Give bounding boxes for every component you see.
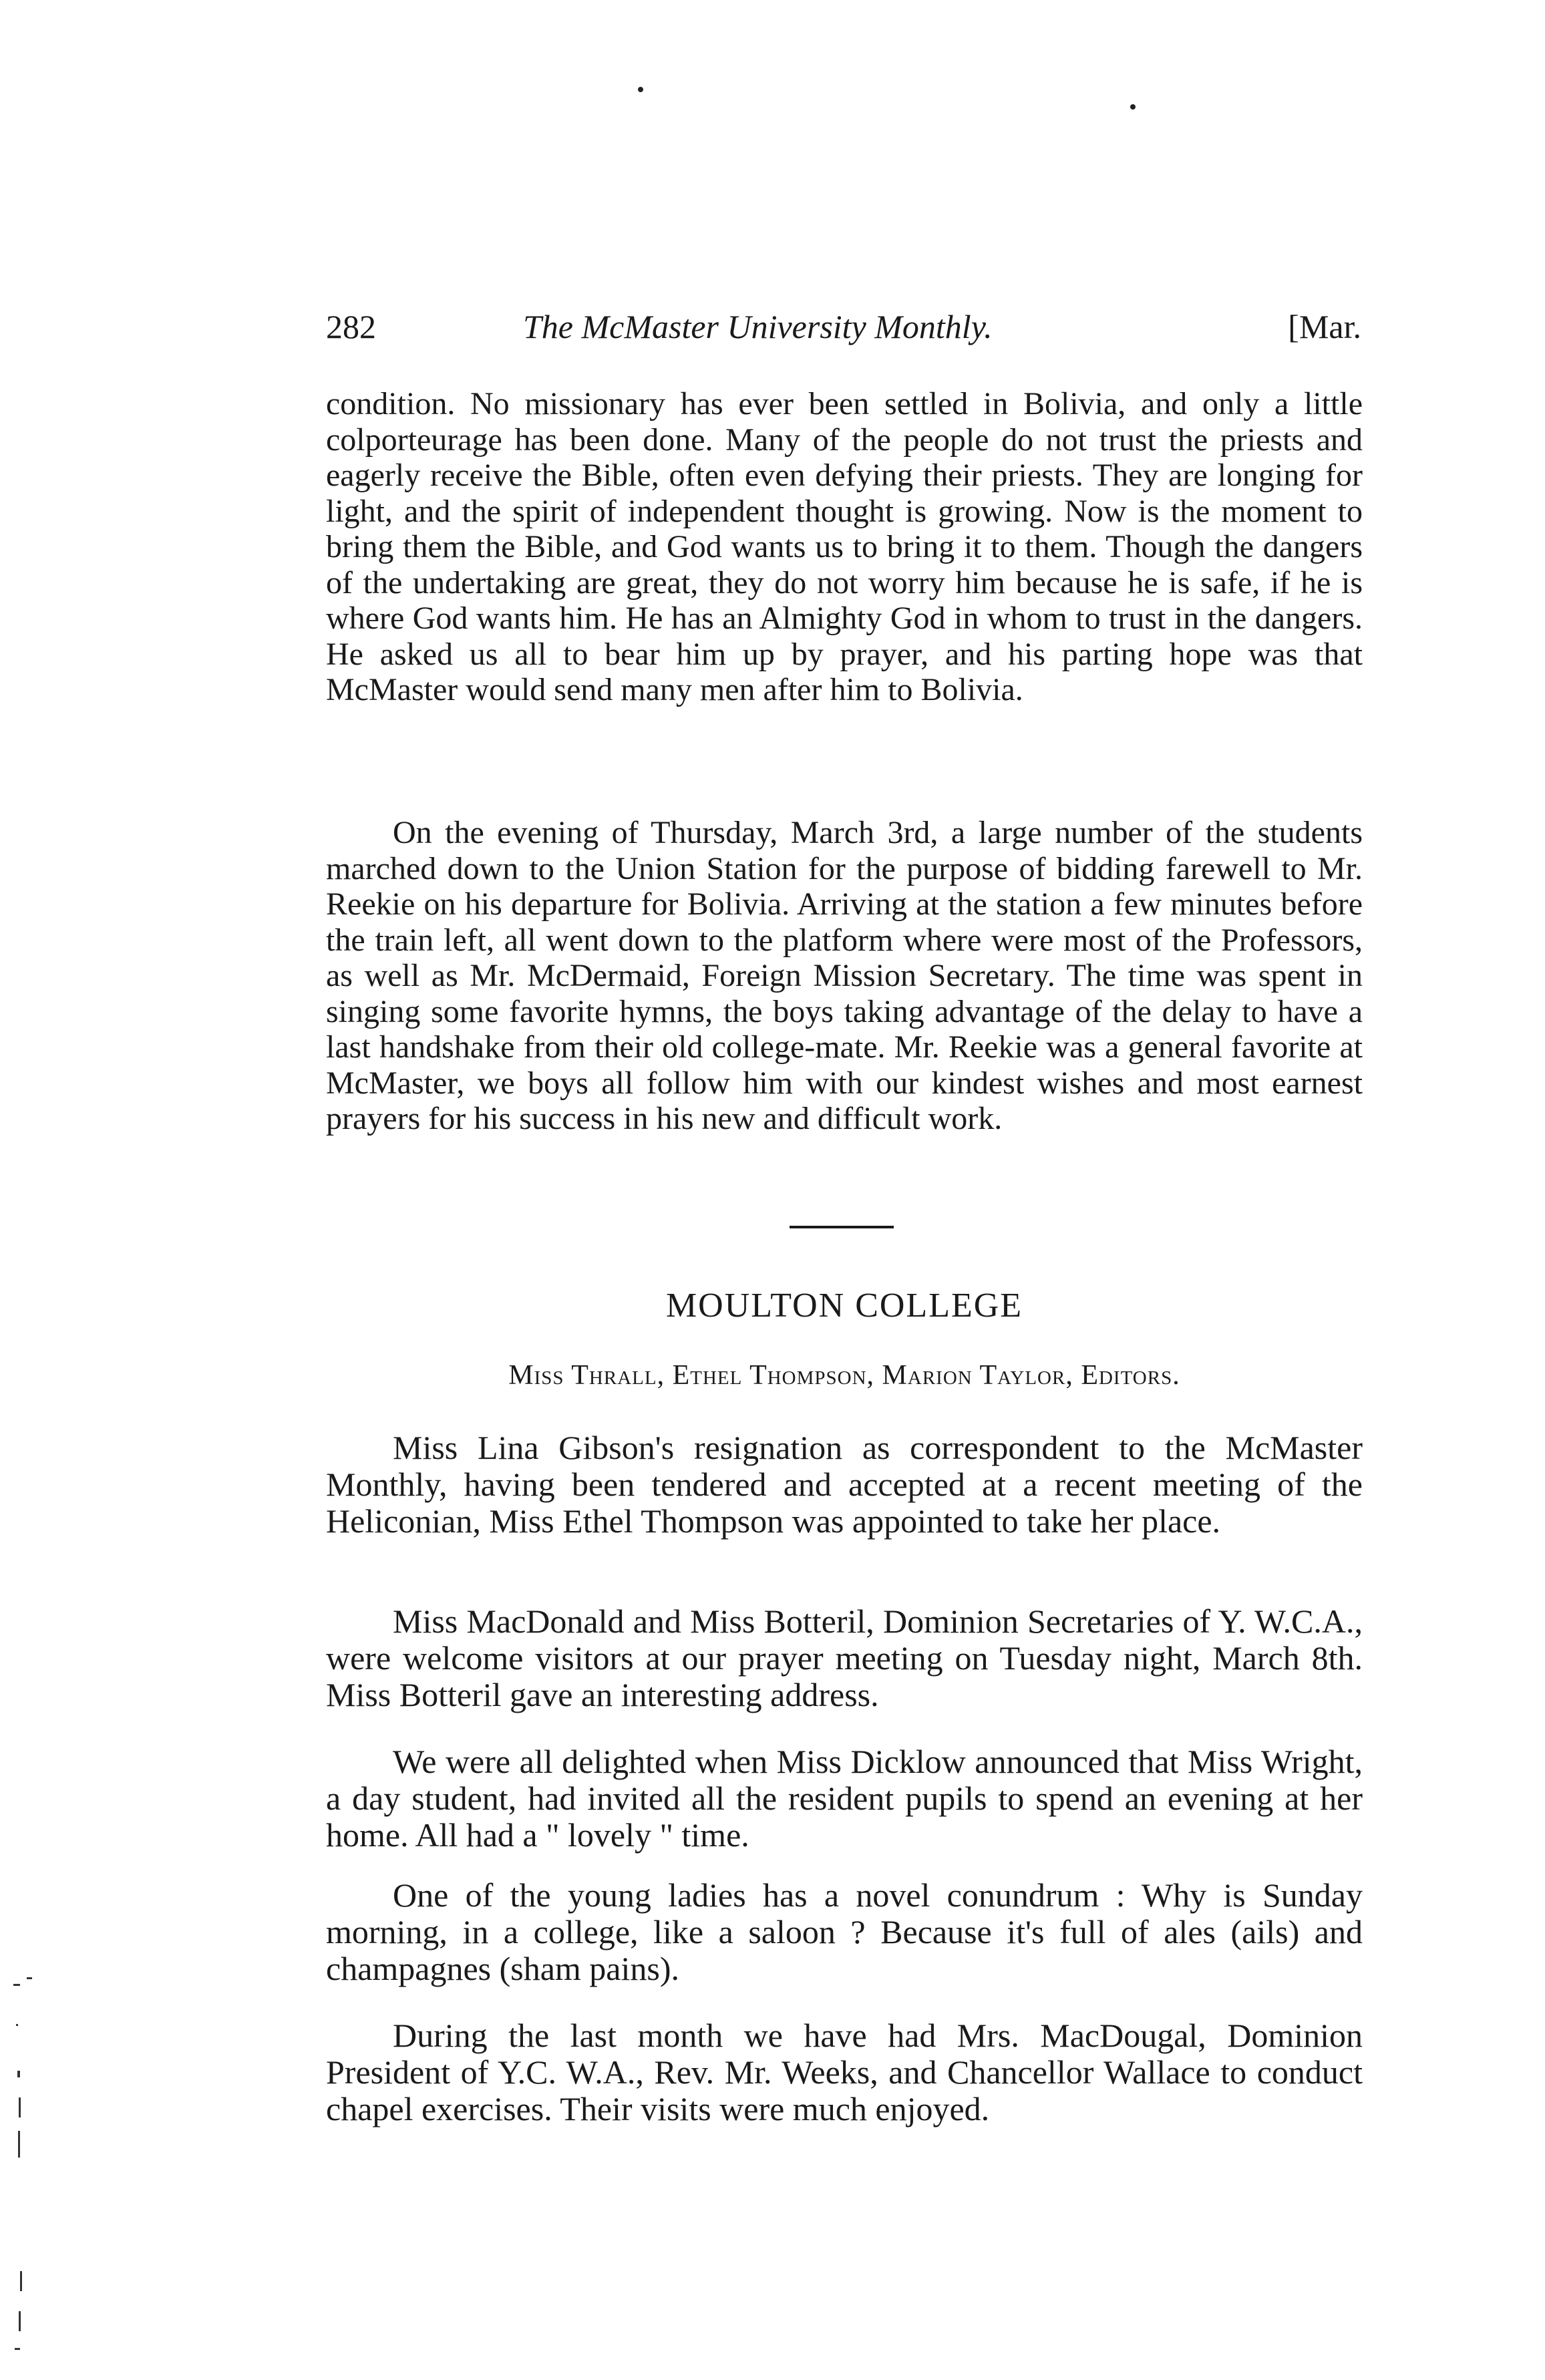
issue-month: [Mar.: [1288, 308, 1361, 345]
paragraph: [326, 815, 1363, 1137]
paragraph-text: One of the young ladies has a novel conundrum : Why is Sunday morning, in a college, like a saloon ? Because it's full of ales (ails) and champagnes (sham pains).: [326, 1876, 1363, 1987]
margin-scan-marks: [13, 1977, 40, 2378]
speck-mark: [638, 87, 643, 92]
paragraph: [326, 1429, 1363, 1540]
paragraph-text: On the evening of Thursday, March 3rd, a large number of the students marched down to the Union Station for the purpose of bidding farewell to Mr. Reekie on his departure for Bolivia. Arriving at the station a few minutes before the train left, all went down to the platform where were most of the Professors, as well as Mr. McDermaid, Foreign Mission Secretary. The time was spent in singing some favorite hymns, the boys taking advantage of the delay to have a last handshake from their old college-mate. Mr. Reekie was a general favorite at McMaster, we boys all follow him with our kindest wishes and most earnest prayers for his success in his new and difficult work.: [326, 815, 1363, 1136]
speck-mark: [1130, 104, 1136, 110]
paragraph: [326, 386, 1363, 708]
section-divider: [790, 1226, 894, 1228]
paragraph-text: condition. No missionary has ever been settled in Bolivia, and only a little colporteurage has been done. Many of the people do not trust the priests and eagerly receive the Bible, often even defying their priests. They are longing for light, and the spirit of independent thought is growing. Now is the moment to bring them the Bible, and God wants us to bring it to them. Though the dangers of the undertaking are great, they do not worry him because he is safe, if he is where God wants him. He has an Almighty God in whom to trust in the dangers. He asked us all to bear him up by prayer, and his parting hope was that McMaster would send many men after him to Bolivia.: [326, 386, 1363, 707]
paragraph: [326, 1743, 1363, 1854]
page-number: 282: [326, 308, 376, 345]
section-title: MOULTON COLLEGE: [665, 1287, 1023, 1325]
section-editors: Miss Thrall, Ethel Thompson, Marion Taylor, Editors.: [508, 1360, 1180, 1391]
running-header: [326, 307, 1361, 354]
paragraph-text: We were all delighted when Miss Dicklow announced that Miss Wright, a day student, had invited all the resident pupils to spend an evening at her home. All had a " lovely " time.: [326, 1743, 1363, 1854]
paragraph-text: During the last month we have had Mrs. MacDougal, Dominion President of Y.C. W.A., Rev. Mr. Weeks, and Chancellor Wallace to conduct chapel exercises. Their visits were much enjoyed.: [326, 2017, 1363, 2128]
journal-title: The McMaster University Monthly.: [523, 308, 993, 345]
paragraph: [326, 1877, 1363, 1987]
paragraph: [326, 1603, 1363, 1713]
paragraph-text: Miss Lina Gibson's resignation as correspondent to the McMaster Monthly, having been tendered and accepted at a recent meeting of the Heliconian, Miss Ethel Thompson was appointed to take her place.: [326, 1429, 1363, 1540]
paragraph: [326, 2017, 1363, 2128]
paragraph-text: Miss MacDonald and Miss Botteril, Dominion Secretaries of Y. W.C.A., were welcome visitors at our prayer meeting on Tuesday night, March 8th. Miss Botteril gave an interesting address.: [326, 1602, 1363, 1713]
